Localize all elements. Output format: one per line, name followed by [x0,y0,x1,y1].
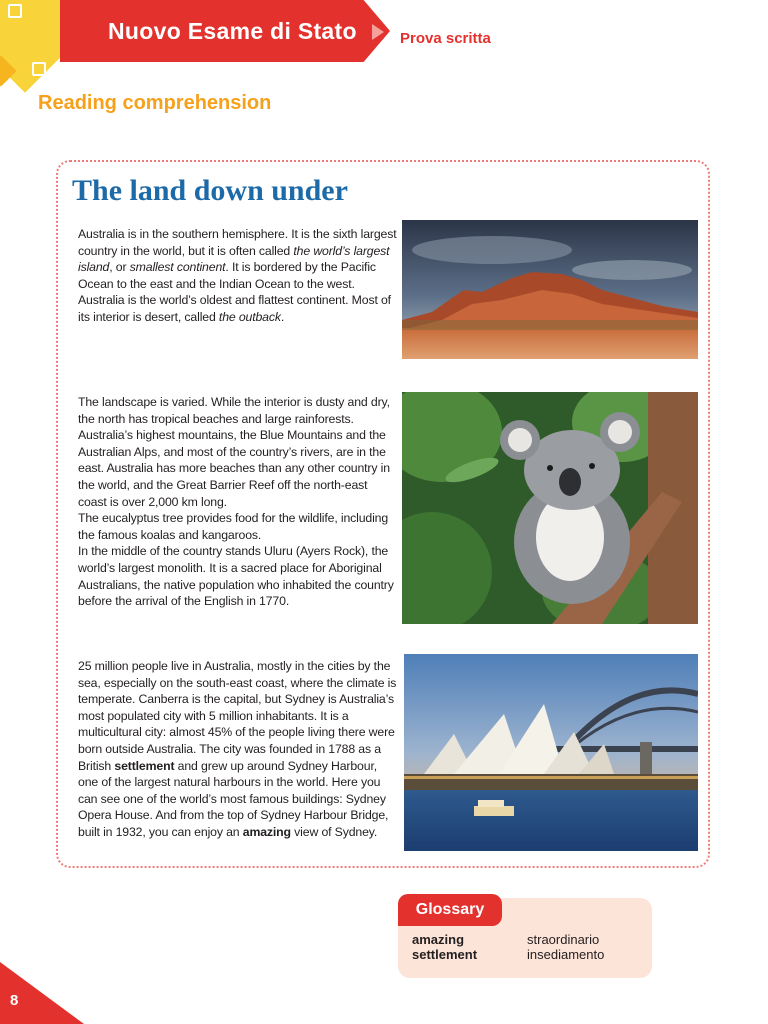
outback-photo [402,220,698,359]
section-heading: Reading comprehension [38,92,272,114]
glossary-translation: insediamento [527,947,605,962]
glossary-translation: straordinario [527,932,600,947]
paragraph-2: The landscape is varied. While the interior is dusty and dry, the north has tropical beaches and large rainforests. Australia’s highest mountains, the Blue Mountains and the Australian Alps, and most of the country’s rivers, are in the east. Australia has more beaches than any other country in the world, and the Great Barrier Reef off the north-east coast is over 2,000 km long. The eucalyptus tree provides food for the wildlife, including the famous koalas and kangaroos. In the middle of the country stands Uluru (Ayers Rock), the world’s largest monolith. It is a sacred place for Aboriginal Australians, the native population who inhabited the country before the arrival of the English in 1770. [78,395,394,609]
glossary-term: settlement [412,947,478,962]
koala-photo [402,392,698,624]
page-number: 8 [10,992,19,1009]
glossary-term: amazing [412,932,465,947]
decor-square-icon [32,62,46,76]
paragraph-3: 25 million people live in Australia, mostly in the cities by the sea, especially on the south-east coast, where the climate is temperate. Canberra is the capital, but Sydney is Australia’s most populated city with 5 million inhabitants. It is a multicultural city: almost 45% of the people living there were born outside Australia. The city was founded in 1788 as a British settlement and grew up around Sydney Harbour, one of the largest natural harbours in the world. Here you can see one of the world’s most famous buildings: Sydney Opera House. And from the top of Sydney Harbour Bridge, built in 1932, you can enjoy an amazing view of Sydney. [78,659,397,839]
arrow-right-icon [372,24,384,40]
paragraph-1: Australia is in the southern hemisphere. It is the sixth largest country in the world, but it is often called the world’s largest island, or smallest continent. It is bordered by the Pacific Ocean to the east and the Indian Ocean to the west. Australia is the world’s oldest and flattest continent. Most of its interior is desert, called the outback. [78,227,397,324]
header-title: Nuovo Esame di Stato [108,18,357,44]
glossary-label: Glossary [398,894,502,926]
sydney-opera-house-photo [404,654,698,851]
header-subtitle: Prova scritta [400,30,491,47]
decor-square-icon [8,4,22,18]
article-title: The land down under [72,174,348,207]
